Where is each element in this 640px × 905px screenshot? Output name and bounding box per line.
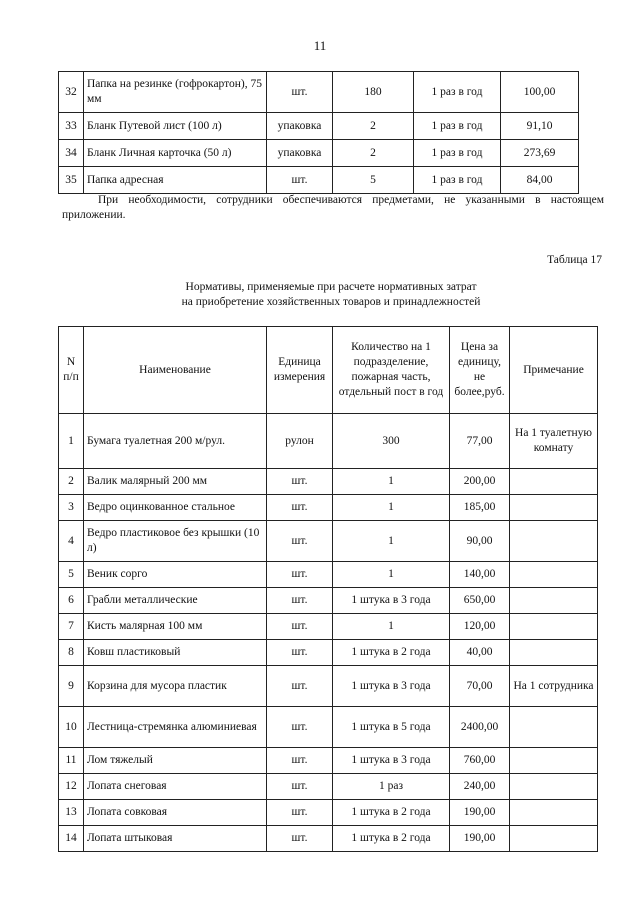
item-name: Ковш пластиковый bbox=[84, 640, 267, 666]
item-unit: шт. bbox=[267, 521, 333, 562]
item-unit: упаковка bbox=[267, 140, 333, 167]
item-note bbox=[510, 469, 598, 495]
main-table-body bbox=[59, 414, 598, 852]
item-quantity: 1 bbox=[333, 614, 450, 640]
item-quantity: 1 штука в 2 года bbox=[333, 826, 450, 852]
item-unit: шт. bbox=[267, 748, 333, 774]
item-unit: шт. bbox=[267, 167, 333, 194]
item-note bbox=[510, 495, 598, 521]
item-price: 650,00 bbox=[450, 588, 510, 614]
item-price: 84,00 bbox=[501, 167, 579, 194]
table-row bbox=[59, 469, 598, 495]
item-note bbox=[510, 748, 598, 774]
row-number: 6 bbox=[59, 588, 84, 614]
item-quantity: 1 bbox=[333, 562, 450, 588]
item-quantity: 300 bbox=[333, 414, 450, 469]
item-unit: шт. bbox=[267, 72, 333, 113]
item-unit: шт. bbox=[267, 588, 333, 614]
item-price: 100,00 bbox=[501, 72, 579, 113]
row-number: 10 bbox=[59, 707, 84, 748]
item-note bbox=[510, 640, 598, 666]
row-number: 35 bbox=[59, 167, 84, 194]
table-row bbox=[59, 800, 598, 826]
table-row bbox=[59, 826, 598, 852]
footnote bbox=[62, 193, 604, 223]
table-row bbox=[59, 414, 598, 469]
header-price: Цена за единицу, не более,руб. bbox=[450, 327, 510, 414]
table-title bbox=[60, 280, 602, 310]
table-title-line-1: Нормативы, применяемые при расчете нормативных затрат bbox=[185, 281, 477, 293]
item-price: 91,10 bbox=[501, 113, 579, 140]
item-note bbox=[510, 562, 598, 588]
item-name: Лом тяжелый bbox=[84, 748, 267, 774]
item-unit: шт. bbox=[267, 562, 333, 588]
item-name: Лопата снеговая bbox=[84, 774, 267, 800]
item-name: Бумага туалетная 200 м/рул. bbox=[84, 414, 267, 469]
item-name: Лестница-стремянка алюминиевая bbox=[84, 707, 267, 748]
item-note: На 1 сотрудника bbox=[510, 666, 598, 707]
item-note bbox=[510, 707, 598, 748]
item-note bbox=[510, 774, 598, 800]
item-price: 40,00 bbox=[450, 640, 510, 666]
item-name: Лопата штыковая bbox=[84, 826, 267, 852]
header-quantity: Количество на 1 подразделение, пожарная часть, отдельный пост в год bbox=[333, 327, 450, 414]
table-row bbox=[59, 140, 579, 167]
item-period: 1 раз в год bbox=[414, 72, 501, 113]
item-quantity: 1 штука в 5 года bbox=[333, 707, 450, 748]
header-unit: Единица измерения bbox=[267, 327, 333, 414]
item-name: Папка на резинке (гофрокартон), 75 мм bbox=[84, 72, 267, 113]
item-price: 760,00 bbox=[450, 748, 510, 774]
item-unit: шт. bbox=[267, 495, 333, 521]
item-quantity: 5 bbox=[333, 167, 414, 194]
item-quantity: 2 bbox=[333, 140, 414, 167]
row-number: 2 bbox=[59, 469, 84, 495]
table-row bbox=[59, 113, 579, 140]
item-price: 90,00 bbox=[450, 521, 510, 562]
table-row bbox=[59, 666, 598, 707]
main-table-header bbox=[59, 327, 598, 414]
row-number: 32 bbox=[59, 72, 84, 113]
item-unit: шт. bbox=[267, 614, 333, 640]
item-note bbox=[510, 614, 598, 640]
item-name: Кисть малярная 100 мм bbox=[84, 614, 267, 640]
table-row bbox=[59, 562, 598, 588]
item-quantity: 1 штука в 3 года bbox=[333, 748, 450, 774]
item-price: 200,00 bbox=[450, 469, 510, 495]
row-number: 9 bbox=[59, 666, 84, 707]
item-name: Папка адресная bbox=[84, 167, 267, 194]
item-name: Ведро оцинкованное стальное bbox=[84, 495, 267, 521]
item-price: 273,69 bbox=[501, 140, 579, 167]
table-row bbox=[59, 495, 598, 521]
header-note: Примечание bbox=[510, 327, 598, 414]
item-name: Ведро пластиковое без крышки (10 л) bbox=[84, 521, 267, 562]
item-quantity: 1 штука в 3 года bbox=[333, 666, 450, 707]
row-number: 5 bbox=[59, 562, 84, 588]
item-unit: шт. bbox=[267, 469, 333, 495]
item-quantity: 1 штука в 3 года bbox=[333, 588, 450, 614]
row-number: 14 bbox=[59, 826, 84, 852]
header-number: N п/п bbox=[59, 327, 84, 414]
item-unit: шт. bbox=[267, 640, 333, 666]
item-unit: шт. bbox=[267, 707, 333, 748]
row-number: 3 bbox=[59, 495, 84, 521]
item-price: 70,00 bbox=[450, 666, 510, 707]
header-row bbox=[59, 327, 598, 414]
item-price: 77,00 bbox=[450, 414, 510, 469]
item-quantity: 1 раз bbox=[333, 774, 450, 800]
main-table bbox=[58, 326, 598, 852]
item-name: Корзина для мусора пластик bbox=[84, 666, 267, 707]
item-period: 1 раз в год bbox=[414, 113, 501, 140]
row-number: 34 bbox=[59, 140, 84, 167]
item-price: 240,00 bbox=[450, 774, 510, 800]
item-quantity: 1 bbox=[333, 521, 450, 562]
item-unit: шт. bbox=[267, 774, 333, 800]
table-row bbox=[59, 748, 598, 774]
item-unit: рулон bbox=[267, 414, 333, 469]
item-unit: шт. bbox=[267, 800, 333, 826]
table-label: Таблица 17 bbox=[547, 254, 602, 266]
item-price: 120,00 bbox=[450, 614, 510, 640]
item-note bbox=[510, 521, 598, 562]
row-number: 11 bbox=[59, 748, 84, 774]
item-price: 185,00 bbox=[450, 495, 510, 521]
item-quantity: 180 bbox=[333, 72, 414, 113]
table-row bbox=[59, 588, 598, 614]
item-note: На 1 туалетную комнату bbox=[510, 414, 598, 469]
item-quantity: 2 bbox=[333, 113, 414, 140]
item-note bbox=[510, 588, 598, 614]
item-quantity: 1 bbox=[333, 469, 450, 495]
item-quantity: 1 bbox=[333, 495, 450, 521]
table-row bbox=[59, 614, 598, 640]
table-row bbox=[59, 774, 598, 800]
item-name: Веник сорго bbox=[84, 562, 267, 588]
table-row bbox=[59, 72, 579, 113]
item-name: Валик малярный 200 мм bbox=[84, 469, 267, 495]
row-number: 8 bbox=[59, 640, 84, 666]
item-price: 140,00 bbox=[450, 562, 510, 588]
item-unit: шт. bbox=[267, 666, 333, 707]
table-row bbox=[59, 167, 579, 194]
table-row bbox=[59, 640, 598, 666]
table-row bbox=[59, 707, 598, 748]
item-unit: шт. bbox=[267, 826, 333, 852]
item-name: Бланк Путевой лист (100 л) bbox=[84, 113, 267, 140]
row-number: 4 bbox=[59, 521, 84, 562]
item-note bbox=[510, 800, 598, 826]
item-unit: упаковка bbox=[267, 113, 333, 140]
row-number: 1 bbox=[59, 414, 84, 469]
row-number: 7 bbox=[59, 614, 84, 640]
header-name: Наименование bbox=[84, 327, 267, 414]
item-price: 2400,00 bbox=[450, 707, 510, 748]
table-title-line-2: на приобретение хозяйственных товаров и принадлежностей bbox=[181, 296, 481, 308]
item-price: 190,00 bbox=[450, 800, 510, 826]
item-period: 1 раз в год bbox=[414, 167, 501, 194]
item-period: 1 раз в год bbox=[414, 140, 501, 167]
footnote-text: При необходимости, сотрудники обеспечиваются предметами, не указанными в настоящем приложении. bbox=[62, 194, 604, 221]
item-note bbox=[510, 826, 598, 852]
top-table-body bbox=[59, 72, 579, 194]
item-price: 190,00 bbox=[450, 826, 510, 852]
item-name: Грабли металлические bbox=[84, 588, 267, 614]
item-quantity: 1 штука в 2 года bbox=[333, 640, 450, 666]
row-number: 33 bbox=[59, 113, 84, 140]
row-number: 12 bbox=[59, 774, 84, 800]
row-number: 13 bbox=[59, 800, 84, 826]
page-number: 11 bbox=[313, 38, 327, 53]
top-table bbox=[58, 71, 579, 194]
item-quantity: 1 штука в 2 года bbox=[333, 800, 450, 826]
table-row bbox=[59, 521, 598, 562]
item-name: Бланк Личная карточка (50 л) bbox=[84, 140, 267, 167]
item-name: Лопата совковая bbox=[84, 800, 267, 826]
